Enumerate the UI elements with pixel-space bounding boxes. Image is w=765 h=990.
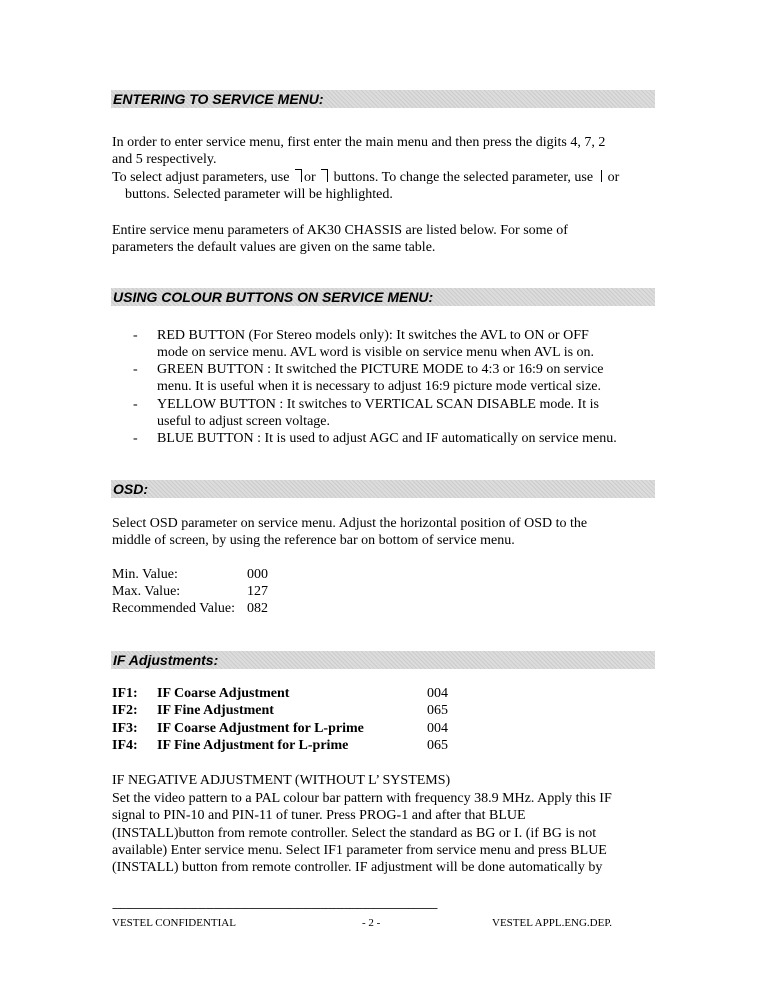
bullet: - (133, 362, 138, 377)
text-line: BLUE BUTTON : It is used to adjust AGC and IF automatically on service menu. (157, 431, 617, 446)
list-item-text (157, 430, 617, 447)
section-header-osd: OSD: (111, 480, 655, 498)
if-negative-title: IF NEGATIVE ADJUSTMENT (WITHOUT L’ SYSTEMS) (112, 773, 451, 788)
if-code: IF3: (112, 721, 138, 736)
osd-recommended-label: Recommended Value: (112, 601, 235, 616)
osd-min-value: 000 (247, 567, 268, 582)
bracket-key-icon (321, 169, 328, 182)
if-code: IF2: (112, 703, 138, 718)
text-line: In order to enter service menu, first enter the main menu and then press the digits 4, 7, 2 (112, 135, 606, 150)
if-code: IF1: (112, 686, 138, 701)
osd-max-value: 127 (247, 584, 268, 599)
bullet: - (133, 328, 138, 343)
if-value: 065 (427, 703, 448, 718)
if-code: IF4: (112, 738, 138, 753)
section-header-colour-buttons: USING COLOUR BUTTONS ON SERVICE MENU: (111, 288, 655, 306)
if-value: 065 (427, 738, 448, 753)
text-line: YELLOW BUTTON : It switches to VERTICAL SCAN DISABLE mode. It is (157, 397, 599, 412)
text-line (112, 169, 619, 186)
bullet: - (133, 397, 138, 412)
section-header-service-menu: ENTERING TO SERVICE MENU: (111, 90, 655, 108)
osd-min-label: Min. Value: (112, 567, 178, 582)
if-name: IF Fine Adjustment (157, 703, 274, 718)
text-line: (INSTALL) button from remote controller. IF adjustment will be done automatically by (112, 860, 603, 876)
text-line: menu. It is useful when it is necessary to adjust 16:9 picture mode vertical size. (157, 379, 601, 395)
footer-right: VESTEL APPL.ENG.DEP. (492, 917, 612, 929)
if-name: IF Fine Adjustment for L-prime (157, 738, 349, 753)
text-fragment: buttons. To change the selected parameter, use (333, 169, 594, 185)
text-line: signal to PIN-10 and PIN-11 of tuner. Press PROG-1 and after that BLUE (112, 808, 526, 824)
list-item-text (157, 327, 594, 362)
text-line: RED BUTTON (For Stereo models only): It switches the AVL to ON or OFF (157, 328, 589, 343)
text-line: Entire service menu parameters of AK30 CHASSIS are listed below. For some of (112, 223, 568, 238)
text-line: and 5 respectively. (112, 152, 217, 168)
bar-key-icon (601, 170, 606, 182)
text-line: buttons. Selected parameter will be highlighted. (125, 186, 393, 202)
footer-rule: -------------------------------------------------------------------------------------------------------------------------- (112, 902, 437, 914)
text-line: mode on service menu. AVL word is visible on service menu when AVL is on. (157, 345, 595, 361)
text-line: (INSTALL)button from remote controller. Select the standard as BG or I. (if BG is not (112, 825, 597, 841)
if-negative-body (112, 790, 612, 876)
if-name: IF Coarse Adjustment (157, 686, 290, 701)
text-line: Set the video pattern to a PAL colour bar pattern with frequency 38.9 MHz. Apply this IF (112, 791, 612, 806)
text-line: GREEN BUTTON : It switched the PICTURE MODE to 4:3 or 16:9 on service (157, 362, 604, 377)
if-value: 004 (427, 721, 448, 736)
list-item-text (157, 361, 604, 396)
text-line: available) Enter service menu. Select IF1 parameter from service menu and press BLUE (112, 842, 607, 858)
text-line: parameters the default values are given on the same table. (112, 240, 436, 256)
text-fragment: or (607, 169, 620, 185)
if-value: 004 (427, 686, 448, 701)
osd-recommended-value: 082 (247, 601, 268, 616)
text-line: useful to adjust screen voltage. (157, 414, 331, 430)
footer-left: VESTEL CONFIDENTIAL (112, 917, 236, 929)
bullet: - (133, 431, 138, 446)
if-name: IF Coarse Adjustment for L-prime (157, 721, 364, 736)
page-number: - 2 - (362, 917, 381, 929)
text-line: middle of screen, by using the reference bar on bottom of service menu. (112, 533, 515, 549)
text-fragment: To select adjust parameters, use (112, 169, 290, 185)
osd-body (112, 515, 587, 550)
text-fragment: or (303, 169, 316, 185)
section-header-if-adjustments: IF Adjustments: (111, 651, 655, 669)
service-menu-body (112, 134, 619, 203)
service-menu-note (112, 222, 568, 257)
bracket-key-icon (295, 169, 302, 182)
text-line: Select OSD parameter on service menu. Adjust the horizontal position of OSD to the (112, 516, 588, 531)
osd-max-label: Max. Value: (112, 584, 181, 599)
list-item-text (157, 396, 599, 431)
